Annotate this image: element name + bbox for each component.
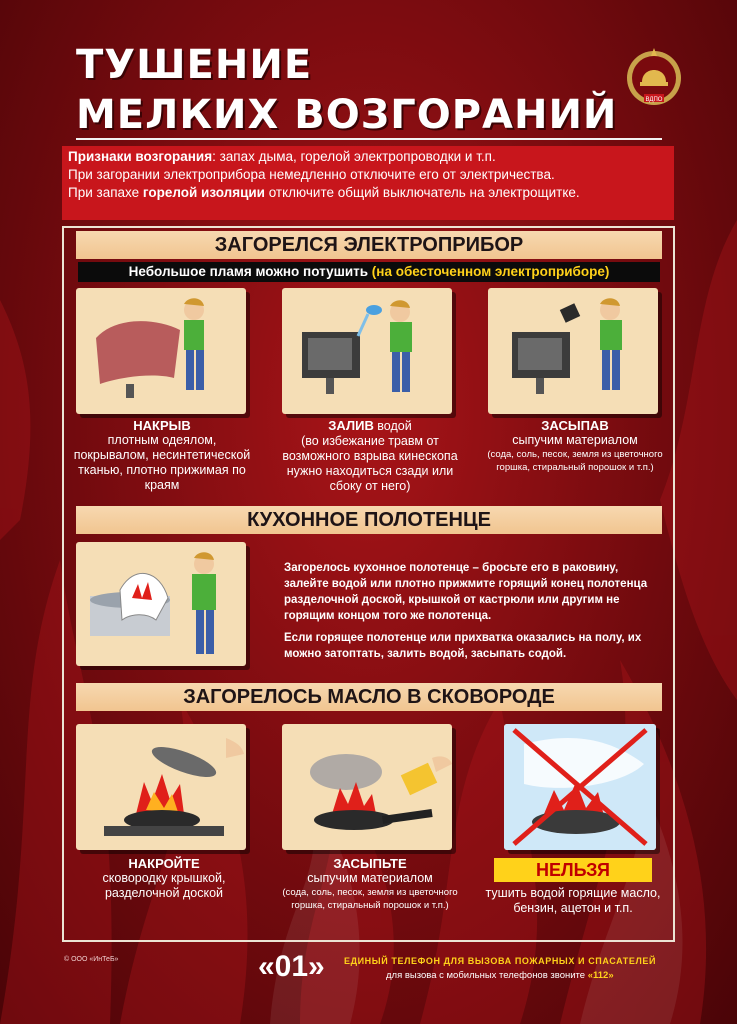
cover-pan-lid-illustration [76, 724, 246, 850]
intro-line-3-rest: отключите общий выключатель на электрощитке. [264, 185, 580, 200]
caption-sand [486, 418, 664, 474]
caption-cover-title: НАКРЫВ [133, 418, 191, 433]
cover-pan-powder-illustration [282, 724, 452, 850]
mobile-emergency-number: «112» [587, 970, 614, 981]
intro-box [62, 146, 674, 220]
vdpo-emblem-icon [624, 42, 684, 116]
subheading-text: Небольшое пламя можно потушить [128, 264, 372, 279]
forbidden-label: НЕЛЬЗЯ [494, 858, 652, 882]
caption-sand-title: ЗАСЫПАВ [541, 418, 609, 433]
caption-pour-title: ЗАЛИВ [328, 418, 374, 433]
intro-line-3-bold: горелой изоляции [142, 185, 265, 200]
subheading-highlight: (на обесточенном электроприборе) [371, 264, 610, 279]
emblem-label: ВДПО [645, 97, 663, 103]
cover-with-sand-illustration [488, 288, 658, 414]
forbidden-water-illustration [504, 724, 656, 850]
intro-signs-label: Признаки возгорания [68, 149, 213, 164]
emergency-number: «01» [258, 950, 325, 983]
towel-instructions [284, 560, 654, 668]
caption-pour [282, 418, 458, 494]
caption-cover-desc: плотным одеялом, покрывалом, несинтетической тканью, плотно прижимая по краям [73, 433, 251, 492]
towel-paragraph-1: Загорелось кухонное полотенце – бросьте его в раковину, залейте водой или плотно прижмите горящий конец полотенца разделочной доской, крышкой от кастрюли или другим не горящим концом того же полотенца. [284, 562, 648, 622]
title-line-2: МЕЛКИХ ВОЗГОРАНИЙ [76, 92, 618, 138]
caption-cover-pan-title: НАКРОЙТЕ [128, 856, 200, 871]
caption-pour-title-rest: водой [373, 419, 412, 433]
caption-pour-desc: (во избежание травм от возможного взрыва кинескопа нужно находиться сзади или сбоку от него) [282, 434, 458, 493]
towel-paragraph-2: Если горящее полотенце или прихватка оказались на полу, их можно затоптать, залить водой, засыпать содой. [284, 632, 642, 660]
caption-powder-title: ЗАСЫПЬТЕ [333, 856, 407, 871]
section-heading-towel: КУХОННОЕ ПОЛОТЕНЦЕ [76, 506, 662, 534]
cover-with-blanket-illustration [76, 288, 246, 414]
caption-cover-pan [76, 856, 252, 901]
page-title [76, 40, 617, 140]
intro-line-3-start: При запахе [68, 185, 143, 200]
intro-line-2: При загорании электроприбора немедленно отключите его от электричества. [68, 167, 555, 182]
section-heading-appliance: ЗАГОРЕЛСЯ ЭЛЕКТРОПРИБОР [76, 231, 662, 259]
caption-forbidden-desc: тушить водой горящие масло, бензин, ацетон и т.п. [485, 886, 661, 915]
emergency-line-2 [386, 970, 614, 981]
intro-signs-text: : запах дыма, горелой электропроводки и т.п. [212, 149, 496, 164]
caption-cover [72, 418, 252, 493]
title-divider [76, 138, 662, 140]
section-subheading-appliance [78, 262, 660, 282]
caption-powder [282, 856, 458, 912]
emergency-line-2-text: для вызова с мобильных телефонов звоните [386, 970, 588, 981]
towel-in-sink-illustration [76, 542, 246, 666]
copyright: © ООО «ИнТеБ» [64, 956, 119, 963]
title-line-1: ТУШЕНИЕ [76, 42, 313, 88]
caption-powder-desc: сыпучим материалом [307, 871, 433, 885]
section-heading-oil: ЗАГОРЕЛОСЬ МАСЛО В СКОВОРОДЕ [76, 683, 662, 711]
caption-cover-pan-desc: сковородку крышкой, разделочной доской [102, 871, 226, 900]
caption-powder-note: (сода, соль, песок, земля из цветочного горшка, стиральный порошок и т.п.) [282, 887, 458, 911]
caption-sand-note: (сода, соль, песок, земля из цветочного горшка, стиральный порошок и т.п.) [487, 449, 663, 473]
pour-water-illustration [282, 288, 452, 414]
emergency-line-1: ЕДИНЫЙ ТЕЛЕФОН ДЛЯ ВЫЗОВА ПОЖАРНЫХ И СПАСАТЕЛЕЙ [344, 956, 657, 966]
caption-sand-desc: сыпучим материалом [512, 433, 638, 447]
